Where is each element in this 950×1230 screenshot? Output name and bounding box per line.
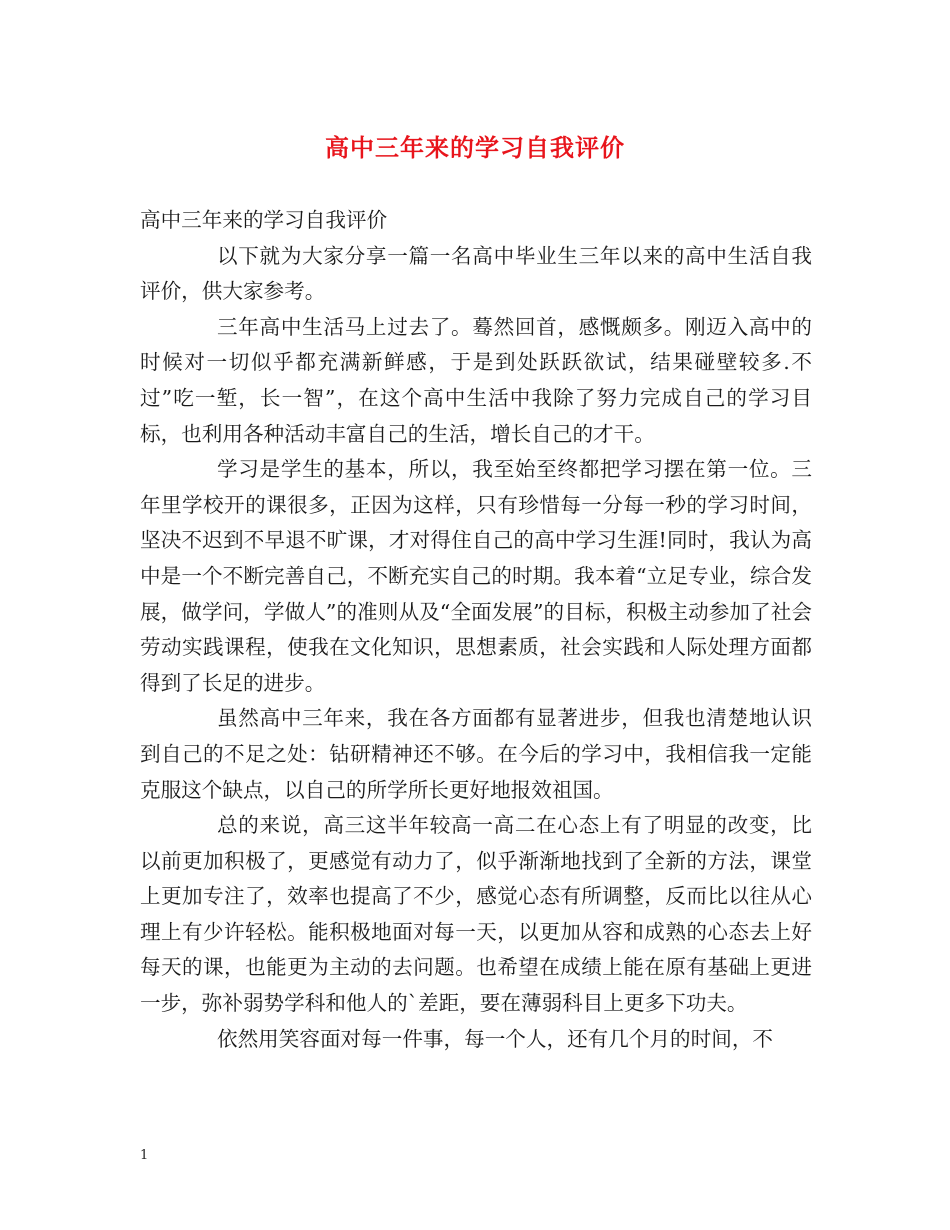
page-number: 1 <box>140 1148 149 1163</box>
paragraph-intro: 以下就为大家分享一篇一名高中毕业生三年以来的高中生活自我评价，供大家参考。 <box>140 243 812 304</box>
paragraph-study: 学习是学生的基本，所以，我至始至终都把学习摆在第一位。三年里学校开的课很多，正因为这样，只有珍惜每一分每一秒的学习时间，坚决不迟到不早退不旷课，才对得住自己的高中学习生涯!同时，我认为高中是一个不断完善自己，不断充实自己的时期。我本着“立足专业，综合发展，做学问，学做人”的准则从及“全面发展”的目标，积极主动参加了社会劳动实践课程，使我在文化知识，思想素质，社会实践和人际处理方面都得到了长足的进步。 <box>140 457 812 695</box>
paragraph-reflection: 三年高中生活马上过去了。蓦然回首，感慨颇多。刚迈入高中的时候对一切似乎都充满新鲜感，于是到处跃跃欲试，结果碰壁较多.不过”吃一堑，长一智”，在这个高中生活中我除了努力完成自己的学习目标，也利用各种活动丰富自己的生活，增长自己的才干。 <box>140 314 812 446</box>
paragraph-shortcomings: 虽然高中三年来，我在各方面都有显著进步，但我也清楚地认识到自己的不足之处：钻研精神还不够。在今后的学习中，我相信我一定能克服这个缺点，以自己的所学所长更好地报效祖国。 <box>140 706 812 802</box>
paragraph-closing: 依然用笑容面对每一件事，每一个人，还有几个月的时间，不 <box>217 1026 774 1051</box>
document-title: 高中三年来的学习自我评价 <box>325 133 625 162</box>
document-subtitle: 高中三年来的学习自我评价 <box>140 208 388 232</box>
document-body <box>140 203 812 1057</box>
paragraph-summary: 总的来说，高三这半年较高一高二在心态上有了明显的改变，比以前更加积极了，更感觉有动力了，似乎渐渐地找到了全新的方法，课堂上更加专注了，效率也提高了不少，感觉心态有所调整，反而比以往从心理上有少许轻松。能积极地面对每一天，以更加从容和成熟的心态去上好每天的课，也能更为主动的去问题。也希望在成绩上能在原有基础上更进一步，弥补弱势学科和他人的`差距，要在薄弱科目上更多下功夫。 <box>140 813 812 1016</box>
